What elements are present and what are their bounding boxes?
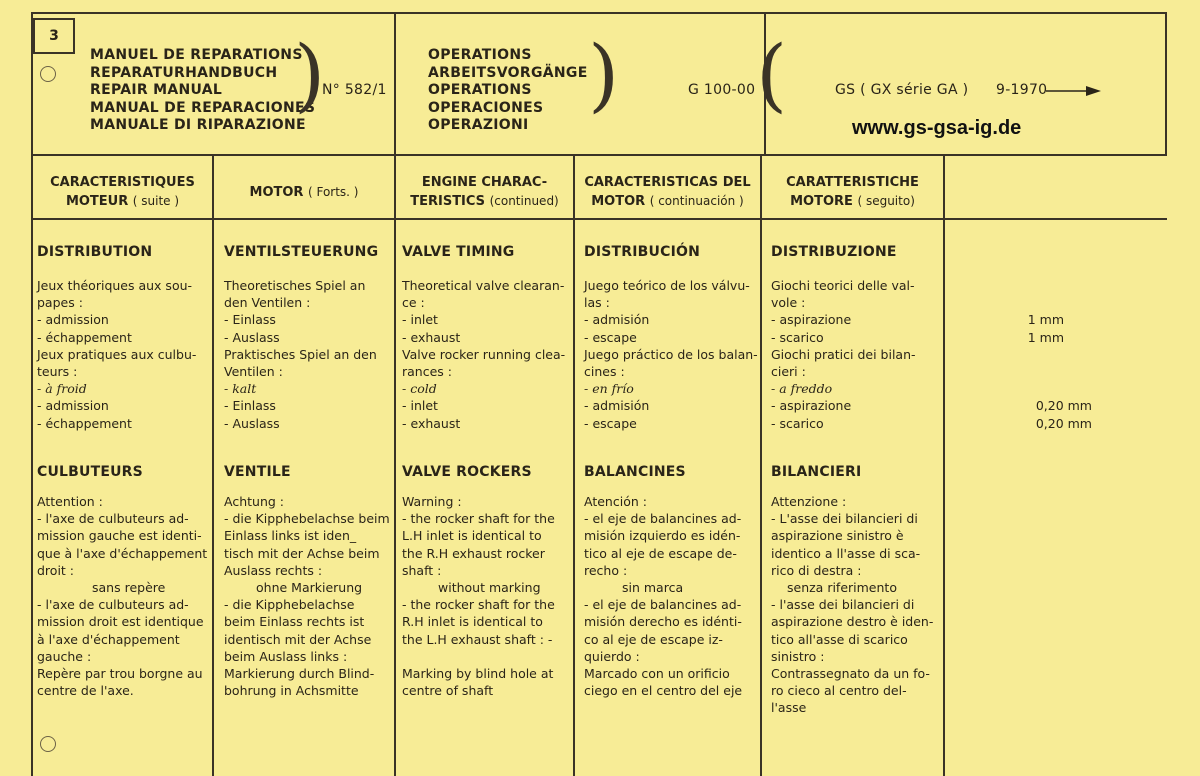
text-line: - admission bbox=[37, 398, 109, 414]
text-line: Contrassegnato da un fo- bbox=[771, 665, 930, 681]
column-divider-4 bbox=[760, 154, 762, 776]
text-line: Repère par trou borgne au bbox=[37, 665, 203, 681]
text-line: - admisión bbox=[584, 398, 650, 414]
column-heading-de bbox=[214, 183, 394, 202]
binder-hole-top bbox=[40, 66, 56, 82]
column-heading-fr-line1: CARACTERISTIQUES bbox=[50, 175, 195, 190]
operations-title-it: OPERAZIONI bbox=[428, 117, 529, 133]
value-cell: 0,20 mm bbox=[1035, 415, 1092, 431]
text-line: las : bbox=[584, 295, 610, 311]
text-line: cieri : bbox=[771, 363, 806, 379]
section-title-ventile: VENTILE bbox=[224, 464, 291, 480]
section-body-valve-rockers bbox=[402, 493, 555, 699]
operations-title-de: ARBEITSVORGÄNGE bbox=[428, 64, 588, 81]
value-cell bbox=[1012, 277, 1092, 294]
text-line: vole : bbox=[771, 295, 806, 311]
date-label: 9-1970 bbox=[996, 82, 1048, 98]
operations-title-fr: OPERATIONS bbox=[428, 47, 532, 63]
text-line: beim Auslass links : bbox=[224, 648, 348, 664]
text-line: Markierung durch Blind- bbox=[224, 665, 375, 681]
text-line: without marking bbox=[438, 579, 541, 595]
manual-title-en: REPAIR MANUAL bbox=[90, 82, 223, 98]
column-heading-it-line1: CARATTERISTICHE bbox=[786, 175, 919, 190]
text-line: - l'axe de culbuteurs ad- bbox=[37, 597, 189, 613]
value-cell: 0,20 mm bbox=[1035, 398, 1092, 414]
text-line: den Ventilen : bbox=[224, 295, 311, 311]
section-body-balancines bbox=[584, 493, 742, 699]
text-line: rances : bbox=[402, 363, 452, 379]
arrow-right-icon bbox=[1046, 84, 1102, 98]
text-line: shaft : bbox=[402, 562, 442, 578]
text-line: - Einlass bbox=[224, 398, 276, 414]
text-line: R.H inlet is identical to bbox=[402, 614, 543, 630]
text-line: misión derecho es idénti- bbox=[584, 614, 742, 630]
operation-code: G 100-00 bbox=[688, 82, 756, 98]
text-line: ro cieco al centro del- bbox=[771, 683, 907, 699]
text-line: - exhaust bbox=[402, 415, 461, 431]
text-line: - die Kipphebelachse beim bbox=[224, 511, 390, 527]
column-heading-fr bbox=[33, 174, 212, 211]
section-body-distribuzione bbox=[771, 277, 916, 432]
text-line: - inlet bbox=[402, 312, 438, 328]
top-border bbox=[31, 12, 1167, 14]
text-line: Auslass rechts : bbox=[224, 562, 323, 578]
text-line: rico di destra : bbox=[771, 562, 862, 578]
text-line: Achtung : bbox=[224, 494, 284, 509]
value-cell bbox=[1012, 380, 1092, 397]
text-line: - scarico bbox=[771, 329, 824, 345]
section-body-distribucion bbox=[584, 277, 758, 432]
text-line: Giochi pratici dei bilan- bbox=[771, 346, 916, 362]
value-cell bbox=[1012, 294, 1092, 311]
model-label: GS ( GX série GA ) bbox=[835, 82, 969, 98]
section-body-distribution-fr bbox=[37, 277, 196, 432]
text-line: co al eje de escape iz- bbox=[584, 631, 723, 647]
section-title-valve-rockers: VALVE ROCKERS bbox=[402, 464, 532, 480]
text-line: - en frío bbox=[584, 381, 634, 397]
text-line: Ventilen : bbox=[224, 363, 283, 379]
column-heading-fr-note: ( suite ) bbox=[132, 194, 180, 208]
text-line: - Auslass bbox=[224, 415, 280, 431]
text-line: misión izquierdo es idén- bbox=[584, 528, 741, 544]
column-heading-en-text: TERISTICS bbox=[410, 194, 486, 209]
text-line: Theoretisches Spiel an bbox=[224, 278, 366, 293]
header-divider-1 bbox=[394, 12, 396, 776]
text-line: - aspirazione bbox=[771, 312, 852, 328]
text-line: - l'asse dei bilancieri di bbox=[771, 597, 915, 613]
website-watermark: www.gs-gsa-ig.de bbox=[852, 117, 1022, 139]
text-line: - à froid bbox=[37, 381, 87, 397]
value-cell bbox=[1012, 363, 1092, 380]
text-line: Jeux théoriques aux sou- bbox=[37, 278, 193, 293]
section-body-culbuteurs bbox=[37, 493, 207, 699]
values-column bbox=[1012, 277, 1092, 432]
value-cell: 1 mm bbox=[1027, 329, 1064, 345]
column-heading-it-line2 bbox=[762, 192, 943, 211]
section-body-ventilsteuerung bbox=[224, 277, 377, 432]
page-number: 3 bbox=[49, 28, 59, 44]
section-title-ventilsteuerung: VENTILSTEUERUNG bbox=[224, 244, 379, 260]
column-heading-fr-line2 bbox=[33, 192, 212, 211]
text-line: sans repère bbox=[92, 579, 166, 595]
text-line: Einlass links ist iden_ bbox=[224, 528, 357, 544]
text-line: - L'asse dei bilancieri di bbox=[771, 511, 918, 527]
text-line: - die Kipphebelachse bbox=[224, 597, 355, 613]
text-line: quierdo : bbox=[584, 648, 640, 664]
section-title-distribution-fr: DISTRIBUTION bbox=[37, 244, 153, 260]
manual-title-es: MANUAL DE REPARACIONES bbox=[90, 99, 316, 116]
text-line: sinistro : bbox=[771, 648, 825, 664]
column-heading-es-note: ( continuación ) bbox=[649, 194, 744, 208]
manual-titles bbox=[90, 47, 315, 135]
text-line: papes : bbox=[37, 295, 83, 311]
right-brace-left: ) bbox=[588, 28, 620, 121]
text-line: - el eje de balancines ad- bbox=[584, 597, 742, 613]
section-body-bilancieri bbox=[771, 493, 933, 716]
text-line: que à l'axe d'échappement bbox=[37, 545, 208, 561]
binder-hole-bottom bbox=[40, 736, 56, 752]
column-heading-en-note: (continued) bbox=[489, 194, 559, 208]
text-line: - échappement bbox=[37, 329, 132, 345]
text-line: Jeux pratiques aux culbu- bbox=[37, 346, 197, 362]
text-line: centre de l'axe. bbox=[37, 683, 134, 699]
text-line: Marking by blind hole at bbox=[402, 665, 554, 681]
column-heading-en-line1: ENGINE CHARAC- bbox=[421, 175, 548, 190]
text-line: tico all'asse di scarico bbox=[771, 631, 908, 647]
text-line: l'asse bbox=[771, 700, 807, 716]
section-title-distribucion: DISTRIBUCIÓN bbox=[584, 244, 700, 260]
column-heading-en-line2 bbox=[396, 192, 573, 211]
text-line: - échappement bbox=[37, 415, 132, 431]
page-number-box bbox=[33, 18, 75, 54]
text-line bbox=[402, 648, 555, 665]
text-line: - admission bbox=[37, 312, 109, 328]
text-line: Attenzione : bbox=[771, 494, 847, 509]
text-line: mission gauche est identi- bbox=[37, 528, 202, 544]
text-line: sin marca bbox=[622, 579, 684, 595]
text-line: - kalt bbox=[224, 381, 257, 397]
column-heading-de-text: MOTOR bbox=[249, 185, 304, 200]
column-divider-5 bbox=[943, 154, 945, 776]
column-heading-es-text: MOTOR bbox=[591, 194, 646, 209]
text-line: - the rocker shaft for the bbox=[402, 597, 555, 613]
column-heading-de-note: ( Forts. ) bbox=[307, 185, 359, 199]
column-heading-es-line2 bbox=[575, 192, 760, 211]
text-line: - a freddo bbox=[771, 381, 833, 397]
text-line: centre of shaft bbox=[402, 683, 494, 699]
operations-title-en: OPERATIONS bbox=[428, 82, 532, 98]
manual-title-de: REPARATURHANDBUCH bbox=[90, 64, 278, 81]
text-line: gauche : bbox=[37, 648, 92, 664]
right-border bbox=[1165, 12, 1167, 156]
section-title-valve-timing: VALVE TIMING bbox=[402, 244, 515, 260]
column-heading-it-text: MOTORE bbox=[790, 194, 853, 209]
column-heading-de-line1 bbox=[214, 183, 394, 202]
text-line: identico a ll'asse di sca- bbox=[771, 545, 921, 561]
text-line: bohrung in Achsmitte bbox=[224, 683, 359, 699]
text-line: Giochi teorici delle val- bbox=[771, 278, 915, 293]
text-line: ce : bbox=[402, 295, 425, 311]
text-line: L.H inlet is identical to bbox=[402, 528, 542, 544]
column-heading-it-note: ( seguito) bbox=[857, 194, 915, 208]
column-heading-en bbox=[396, 174, 573, 211]
manual-title-fr: MANUEL DE REPARATIONS bbox=[90, 47, 303, 63]
text-line: tico al eje de escape de- bbox=[584, 545, 737, 561]
column-heading-fr-text: MOTEUR bbox=[65, 194, 129, 209]
text-line: teurs : bbox=[37, 363, 78, 379]
text-line: Atención : bbox=[584, 494, 647, 509]
text-line: - cold bbox=[402, 381, 437, 397]
value-cell: 1 mm bbox=[1027, 312, 1064, 328]
text-line: Valve rocker running clea- bbox=[402, 346, 566, 362]
text-line: - Einlass bbox=[224, 312, 276, 328]
column-heading-es-line1: CARACTERISTICAS DEL bbox=[584, 175, 751, 190]
text-line: Juego práctico de los balan- bbox=[584, 346, 758, 362]
text-line: - admisión bbox=[584, 312, 650, 328]
text-line: aspirazione destro è iden- bbox=[771, 614, 934, 630]
text-line: - exhaust bbox=[402, 329, 461, 345]
text-line: ciego en el centro del eje bbox=[584, 683, 743, 699]
manual-title-it: MANUALE DI RIPARAZIONE bbox=[90, 117, 306, 133]
left-border bbox=[31, 12, 33, 776]
column-divider-1 bbox=[212, 154, 214, 776]
text-line: droit : bbox=[37, 562, 75, 578]
column-heading-bottom-border bbox=[31, 218, 1167, 220]
column-heading-es bbox=[575, 174, 760, 211]
section-title-distribuzione: DISTRIBUZIONE bbox=[771, 244, 897, 260]
operations-title-es: OPERACIONES bbox=[428, 99, 544, 116]
text-line: - el eje de balancines ad- bbox=[584, 511, 742, 527]
text-line: Attention : bbox=[37, 494, 103, 509]
text-line: - l'axe de culbuteurs ad- bbox=[37, 511, 189, 527]
text-line: beim Einlass rechts ist bbox=[224, 614, 365, 630]
header-bottom-border bbox=[31, 154, 1167, 156]
text-line: à l'axe d'échappement bbox=[37, 631, 180, 647]
section-title-bilancieri: BILANCIERI bbox=[771, 464, 862, 480]
column-divider-3 bbox=[573, 154, 575, 776]
section-title-balancines: BALANCINES bbox=[584, 464, 686, 480]
right-brace-right: ( bbox=[756, 28, 788, 121]
text-line: - aspirazione bbox=[771, 398, 852, 414]
text-line: - scarico bbox=[771, 415, 824, 431]
section-body-valve-timing bbox=[402, 277, 565, 432]
text-line: - inlet bbox=[402, 398, 438, 414]
section-title-culbuteurs: CULBUTEURS bbox=[37, 464, 143, 480]
text-line: the R.H exhaust rocker bbox=[402, 545, 545, 561]
text-line: Juego teórico de los válvu- bbox=[584, 278, 750, 293]
text-line: - escape bbox=[584, 329, 637, 345]
value-cell bbox=[1012, 346, 1092, 363]
text-line: - Auslass bbox=[224, 329, 280, 345]
text-line: - the rocker shaft for the bbox=[402, 511, 555, 527]
text-line: identisch mit der Achse bbox=[224, 631, 372, 647]
text-line: mission droit est identique bbox=[37, 614, 204, 630]
text-line: - escape bbox=[584, 415, 637, 431]
text-line: recho : bbox=[584, 562, 628, 578]
text-line: Praktisches Spiel an den bbox=[224, 346, 377, 362]
section-body-ventile bbox=[224, 493, 390, 699]
column-heading-it bbox=[762, 174, 943, 211]
operations-titles bbox=[428, 47, 588, 135]
text-line: tisch mit der Achse beim bbox=[224, 545, 380, 561]
text-line: Warning : bbox=[402, 494, 462, 509]
left-brace: ) bbox=[294, 28, 326, 121]
text-line: senza riferimento bbox=[787, 579, 897, 595]
text-line: aspirazione sinistro è bbox=[771, 528, 904, 544]
text-line: Marcado con un orificio bbox=[584, 665, 730, 681]
manual-number: N° 582/1 bbox=[322, 82, 387, 98]
text-line: cines : bbox=[584, 363, 625, 379]
text-line: Theoretical valve clearan- bbox=[402, 278, 565, 293]
text-line: the L.H exhaust shaft : - bbox=[402, 631, 553, 647]
text-line: ohne Markierung bbox=[256, 579, 363, 595]
